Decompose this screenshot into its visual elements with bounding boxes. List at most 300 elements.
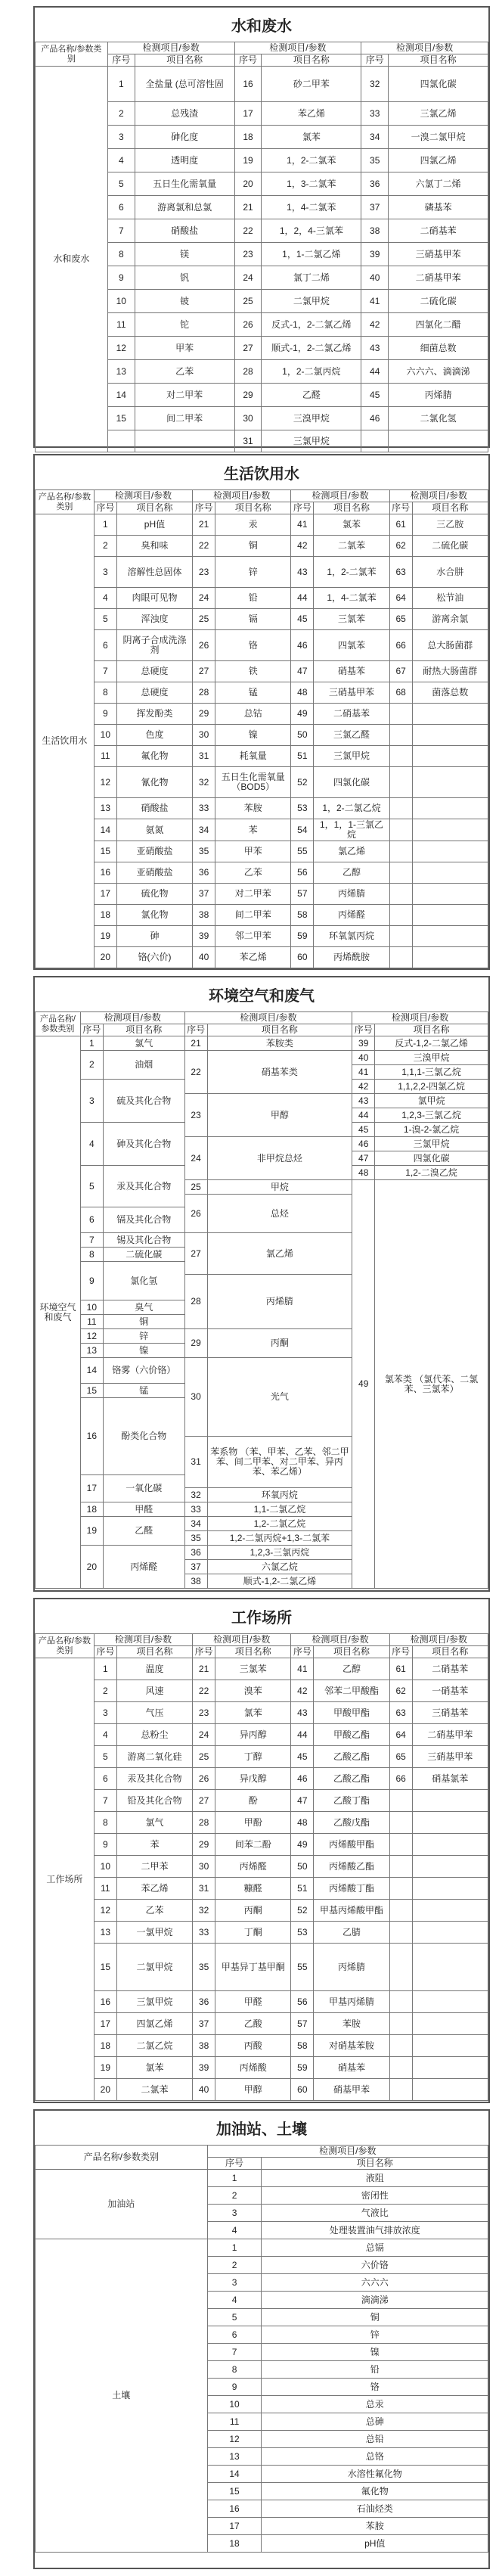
no-header: 序号 xyxy=(80,1024,103,1036)
item-name: 四氯化碳 xyxy=(375,1151,488,1166)
item-number: 29 xyxy=(184,1329,207,1358)
item-number: 2 xyxy=(207,2187,262,2205)
item-number: 14 xyxy=(107,384,135,407)
table-row xyxy=(36,1790,488,1812)
item-name: 气液比 xyxy=(262,2205,488,2222)
item-name xyxy=(412,1922,488,1944)
item-number: 38 xyxy=(184,1574,207,1589)
item-number: 9 xyxy=(94,704,116,725)
item-number: 44 xyxy=(352,1108,375,1123)
param-header: 检测项目/参数 xyxy=(193,490,291,502)
item-number: 10 xyxy=(94,725,116,746)
item-number: 1 xyxy=(94,514,116,536)
item-number: 28 xyxy=(184,1275,207,1329)
category-cell: 工作场所 xyxy=(36,1658,95,2101)
item-number: 11 xyxy=(80,1315,103,1329)
table-row xyxy=(36,862,488,884)
item-name xyxy=(412,947,488,968)
item-number: 45 xyxy=(291,609,314,630)
item-name: 甲酸甲酯 xyxy=(314,1702,389,1724)
category-header: 产品名称/参数类别 xyxy=(36,2146,208,2170)
no-header: 序号 xyxy=(291,1646,314,1658)
item-number: 2 xyxy=(107,102,135,126)
item-name: 四氯化二醋 xyxy=(389,313,488,337)
name-header: 项目名称 xyxy=(262,2158,488,2170)
item-number: 61 xyxy=(389,514,412,536)
table-gas-station-soil xyxy=(35,2145,488,2553)
item-name: 丙酸 xyxy=(215,2035,291,2057)
item-number: 1 xyxy=(94,1658,116,1680)
item-name: 氟化物 xyxy=(262,2483,488,2500)
item-name: 溴苯 xyxy=(215,1680,291,1702)
item-name: 磷基苯 xyxy=(389,196,488,219)
item-number: 20 xyxy=(94,2079,116,2101)
item-number: 7 xyxy=(94,1790,116,1812)
item-number: 33 xyxy=(193,1922,215,1944)
category-header: 产品名称/参数类别 xyxy=(36,490,95,514)
table-row xyxy=(36,884,488,905)
item-number: 40 xyxy=(361,266,389,290)
section-title: 工作场所 xyxy=(231,1610,292,1627)
item-name: 三氯乙醛 xyxy=(314,725,389,746)
item-name: 二硝基苯 xyxy=(314,704,389,725)
item-number: 24 xyxy=(234,266,262,290)
item-number: 41 xyxy=(361,290,389,313)
item-number: 64 xyxy=(389,1724,412,1746)
name-header: 项目名称 xyxy=(103,1024,184,1036)
item-number: 16 xyxy=(94,862,116,884)
item-number: 33 xyxy=(184,1502,207,1517)
item-number: 66 xyxy=(389,1768,412,1790)
item-number: 55 xyxy=(291,1944,314,1991)
item-name: 铬 xyxy=(262,2379,488,2396)
item-name: 乙酸戊酯 xyxy=(314,1812,389,1834)
item-name: 间二甲苯 xyxy=(135,407,234,430)
item-name: 环氧氯丙烷 xyxy=(314,926,389,947)
item-name: 氯乙烯 xyxy=(207,1233,352,1275)
item-number: 30 xyxy=(184,1358,207,1437)
item-number: 48 xyxy=(291,682,314,704)
item-name: 铬(六价) xyxy=(116,947,192,968)
item-name: 苯乙烯 xyxy=(116,1878,192,1900)
item-number: 43 xyxy=(291,557,314,588)
no-header: 序号 xyxy=(193,502,215,514)
item-number: 7 xyxy=(94,661,116,682)
item-number: 24 xyxy=(193,1724,215,1746)
item-number xyxy=(389,2035,412,2057)
item-number: 14 xyxy=(207,2466,262,2483)
item-number: 16 xyxy=(234,67,262,102)
item-number: 21 xyxy=(184,1036,207,1051)
item-number: 8 xyxy=(80,1248,103,1262)
item-number: 25 xyxy=(193,1746,215,1768)
item-number: 13 xyxy=(80,1344,103,1358)
item-number: 12 xyxy=(207,2431,262,2448)
item-number: 41 xyxy=(352,1065,375,1080)
item-name: 钒 xyxy=(135,266,234,290)
item-number xyxy=(389,798,412,819)
table-row xyxy=(36,536,488,557)
item-number: 48 xyxy=(291,1812,314,1834)
section-ambient-air xyxy=(33,976,490,1592)
param-header: 检测项目/参数 xyxy=(80,1012,184,1024)
item-name: 丙烯酰胺 xyxy=(314,947,389,968)
item-name: 氯甲烷 xyxy=(375,1094,488,1108)
item-name: 1，2，4-三氯苯 xyxy=(262,219,361,243)
item-number: 42 xyxy=(291,536,314,557)
item-number: 35 xyxy=(193,841,215,862)
item-number: 29 xyxy=(234,384,262,407)
item-number: 31 xyxy=(184,1437,207,1488)
item-number: 27 xyxy=(184,1233,207,1275)
table-row xyxy=(36,905,488,926)
item-number: 54 xyxy=(291,819,314,841)
item-number: 53 xyxy=(291,798,314,819)
item-number: 30 xyxy=(193,725,215,746)
item-number: 39 xyxy=(352,1036,375,1051)
name-header: 项目名称 xyxy=(389,54,488,67)
item-name: 1,2-二氯丙烷+1,3-二氯苯 xyxy=(207,1531,352,1546)
item-number: 3 xyxy=(94,557,116,588)
section-title: 加油站、土壤 xyxy=(216,2121,307,2138)
table-row xyxy=(36,2035,488,2057)
item-number: 6 xyxy=(80,1207,103,1233)
item-number: 32 xyxy=(184,1488,207,1502)
item-name: 锌 xyxy=(262,2326,488,2344)
item-number: 5 xyxy=(94,1746,116,1768)
table-row xyxy=(36,1768,488,1790)
category-cell: 生活饮用水 xyxy=(36,514,95,968)
item-name: 1,2-二氯乙烷 xyxy=(207,1517,352,1531)
item-name: 二氯甲烷 xyxy=(262,290,361,313)
item-number: 23 xyxy=(184,1094,207,1137)
no-header: 序号 xyxy=(107,54,135,67)
item-number: 43 xyxy=(361,337,389,360)
item-number: 23 xyxy=(193,1702,215,1724)
table-row xyxy=(36,2170,488,2187)
item-name: 氨氮 xyxy=(116,819,192,841)
item-name: 氯气 xyxy=(116,1812,192,1834)
item-name: 四氯化碳 xyxy=(314,767,389,798)
item-number: 8 xyxy=(94,682,116,704)
item-name: 三溴甲烷 xyxy=(262,407,361,430)
item-number: 37 xyxy=(361,196,389,219)
item-name: 二氯苯 xyxy=(314,536,389,557)
item-name: 异戊醇 xyxy=(215,1768,291,1790)
item-number: 33 xyxy=(193,798,215,819)
item-name xyxy=(412,2057,488,2079)
item-name: 油烟 xyxy=(103,1051,184,1080)
item-number: 23 xyxy=(193,557,215,588)
item-name: 非甲烷总烃 xyxy=(207,1137,352,1180)
item-name: 六氯乙烷 xyxy=(207,1560,352,1574)
item-number: 47 xyxy=(352,1151,375,1166)
item-number: 56 xyxy=(291,1991,314,2013)
item-name: 氯乙烯 xyxy=(314,841,389,862)
item-name: pH值 xyxy=(116,514,192,536)
item-number xyxy=(389,2013,412,2035)
item-name: 三乙胺 xyxy=(412,514,488,536)
item-number xyxy=(389,1991,412,2013)
item-name xyxy=(412,767,488,798)
table-row xyxy=(36,1834,488,1856)
item-name: 铜 xyxy=(215,536,291,557)
item-number xyxy=(389,1922,412,1944)
item-name: 对二甲苯 xyxy=(215,884,291,905)
item-number xyxy=(389,862,412,884)
item-name: 铜 xyxy=(262,2309,488,2326)
param-header: 检测项目/参数 xyxy=(234,42,361,54)
item-name: 臭和味 xyxy=(116,536,192,557)
item-number: 26 xyxy=(193,1768,215,1790)
item-name: 酚类化合物 xyxy=(103,1398,184,1475)
item-name xyxy=(412,2079,488,2101)
item-name: 1,2,3-三氯乙烷 xyxy=(375,1108,488,1123)
item-name xyxy=(412,725,488,746)
item-name: 六价铬 xyxy=(262,2257,488,2274)
item-name: 甲酚 xyxy=(215,1812,291,1834)
name-header: 项目名称 xyxy=(215,1646,291,1658)
item-number: 10 xyxy=(207,2396,262,2413)
item-name: 氯苯 xyxy=(262,126,361,149)
item-number: 59 xyxy=(291,2057,314,2079)
param-header: 检测项目/参数 xyxy=(107,42,234,54)
item-name: 乙醛 xyxy=(103,1517,184,1546)
item-number: 44 xyxy=(291,588,314,609)
item-name: 铅 xyxy=(262,2361,488,2379)
item-name: 氯苯 xyxy=(215,1702,291,1724)
item-name: 总烃 xyxy=(207,1195,352,1233)
item-number: 18 xyxy=(80,1502,103,1517)
name-header: 项目名称 xyxy=(412,502,488,514)
table-row xyxy=(36,841,488,862)
table-row xyxy=(36,630,488,661)
item-number: 45 xyxy=(352,1123,375,1137)
table-row xyxy=(36,1702,488,1724)
item-name: 温度 xyxy=(116,1658,192,1680)
section-drinking-water xyxy=(33,454,490,970)
item-name: 铬雾（六价铬） xyxy=(103,1358,184,1384)
item-number xyxy=(389,841,412,862)
item-number: 2 xyxy=(207,2257,262,2274)
item-name: 苯 xyxy=(215,819,291,841)
item-name: 丙烯腈 xyxy=(314,884,389,905)
item-name: 甲基丙烯腈 xyxy=(314,1991,389,2013)
item-number: 8 xyxy=(207,2361,262,2379)
item-name: 苯 xyxy=(116,1834,192,1856)
item-name: 铊 xyxy=(135,313,234,337)
item-number: 34 xyxy=(193,819,215,841)
section-title: 生活饮用水 xyxy=(224,466,299,483)
item-number: 28 xyxy=(193,682,215,704)
item-name xyxy=(412,1790,488,1812)
item-number: 19 xyxy=(234,149,262,172)
item-name: 五日生化需氧量 xyxy=(135,172,234,196)
item-name xyxy=(412,2035,488,2057)
item-number: 63 xyxy=(389,557,412,588)
item-number: 5 xyxy=(207,2309,262,2326)
item-number xyxy=(389,725,412,746)
item-number: 3 xyxy=(207,2205,262,2222)
item-number xyxy=(389,1878,412,1900)
no-header: 序号 xyxy=(389,1646,412,1658)
item-name: 三硝基苯 xyxy=(412,1702,488,1724)
item-number: 52 xyxy=(291,767,314,798)
item-number: 39 xyxy=(361,243,389,266)
item-name: 锌 xyxy=(215,557,291,588)
item-number: 15 xyxy=(94,841,116,862)
item-number: 21 xyxy=(193,1658,215,1680)
table-row xyxy=(36,1856,488,1878)
item-name: 总铅 xyxy=(262,2431,488,2448)
item-number: 3 xyxy=(80,1080,103,1123)
item-name: 三氯甲烷 xyxy=(314,746,389,767)
item-number: 9 xyxy=(207,2379,262,2396)
item-number: 2 xyxy=(94,1680,116,1702)
item-number: 22 xyxy=(234,219,262,243)
param-header: 检测项目/参数 xyxy=(184,1012,352,1024)
item-number: 38 xyxy=(361,219,389,243)
item-name: 1-溴-2-氯乙烷 xyxy=(375,1123,488,1137)
item-number xyxy=(389,1944,412,1991)
item-number: 36 xyxy=(184,1546,207,1560)
item-number: 40 xyxy=(193,947,215,968)
item-number: 16 xyxy=(94,1991,116,2013)
item-number: 4 xyxy=(107,149,135,172)
item-number: 49 xyxy=(352,1180,375,1589)
category-header: 产品名称/参数类别 xyxy=(36,1634,95,1658)
section-gas-station-soil xyxy=(33,2109,490,2569)
item-name: 三氯甲烷 xyxy=(375,1137,488,1151)
item-name: 甲醇 xyxy=(215,2079,291,2101)
item-name: 1,1-二氯乙烷 xyxy=(207,1502,352,1517)
item-name: 硝基苯类 xyxy=(207,1051,352,1094)
table-row xyxy=(36,1900,488,1922)
item-number: 18 xyxy=(234,126,262,149)
item-name: 丁酮 xyxy=(215,1922,291,1944)
item-name: 五日生化需氧量（BOD5） xyxy=(215,767,291,798)
item-number: 58 xyxy=(291,905,314,926)
item-number: 17 xyxy=(94,884,116,905)
item-name: 三硝基甲苯 xyxy=(314,682,389,704)
item-number: 37 xyxy=(193,2013,215,2035)
item-name: 游离余氯 xyxy=(412,609,488,630)
item-name: 乙酸乙酯 xyxy=(314,1746,389,1768)
item-number: 23 xyxy=(234,243,262,266)
param-header: 检测项目/参数 xyxy=(389,1634,488,1646)
item-number: 47 xyxy=(291,661,314,682)
item-number: 6 xyxy=(107,196,135,219)
item-number: 13 xyxy=(94,1922,116,1944)
category-header: 产品名称/参数类别 xyxy=(36,1012,81,1036)
item-number: 46 xyxy=(291,630,314,661)
item-name: 乙酸乙酯 xyxy=(314,1768,389,1790)
param-header: 检测项目/参数 xyxy=(94,1634,192,1646)
item-name: 乙醛 xyxy=(262,384,361,407)
item-name: 一溴二氯甲烷 xyxy=(389,126,488,149)
item-name: 水溶性氟化物 xyxy=(262,2466,488,2483)
item-name: pH值 xyxy=(262,2535,488,2553)
item-number: 7 xyxy=(207,2344,262,2361)
item-number: 25 xyxy=(234,290,262,313)
item-number: 41 xyxy=(291,514,314,536)
item-name: 铅 xyxy=(215,588,291,609)
item-number xyxy=(389,746,412,767)
item-name: 乙酸丁酯 xyxy=(314,1790,389,1812)
item-name: 乙苯 xyxy=(116,1900,192,1922)
category-cell: 加油站 xyxy=(36,2170,208,2239)
item-name: 溶解性总固体 xyxy=(116,557,192,588)
item-name: 硝基氯苯 xyxy=(412,1768,488,1790)
item-name: 砷化度 xyxy=(135,126,234,149)
item-name: 1，2-二氯苯 xyxy=(314,557,389,588)
item-number: 31 xyxy=(193,746,215,767)
item-number xyxy=(389,2057,412,2079)
item-number: 40 xyxy=(193,2079,215,2101)
table-row xyxy=(36,767,488,798)
item-number: 5 xyxy=(80,1166,103,1207)
table-row xyxy=(36,1991,488,2013)
param-header: 检测项目/参数 xyxy=(352,1012,488,1024)
param-header: 检测项目/参数 xyxy=(291,490,389,502)
item-name xyxy=(412,2013,488,2035)
item-name xyxy=(412,884,488,905)
item-name: 丙烯腈 xyxy=(389,384,488,407)
item-name: 1，2-二氯苯 xyxy=(262,149,361,172)
name-header: 项目名称 xyxy=(314,502,389,514)
item-number: 1 xyxy=(80,1036,103,1051)
item-number: 15 xyxy=(94,1944,116,1991)
item-name: 苯胺 xyxy=(262,2518,488,2535)
item-number: 24 xyxy=(193,588,215,609)
table-row xyxy=(36,926,488,947)
no-header: 序号 xyxy=(94,1646,116,1658)
item-name: 反式-1,2-二氯乙烯 xyxy=(375,1036,488,1051)
item-name: 铁 xyxy=(215,661,291,682)
item-name: 密闭性 xyxy=(262,2187,488,2205)
item-number: 32 xyxy=(361,67,389,102)
item-number: 4 xyxy=(94,1724,116,1746)
item-number: 39 xyxy=(193,2057,215,2079)
item-name: 四氯乙烯 xyxy=(116,2013,192,2035)
item-name: 三氯甲烷 xyxy=(116,1991,192,2013)
name-header: 项目名称 xyxy=(116,502,192,514)
item-number: 45 xyxy=(291,1746,314,1768)
table-ambient-air xyxy=(35,1011,488,1589)
item-name: 苯乙烯 xyxy=(262,102,361,126)
item-number: 27 xyxy=(234,337,262,360)
item-name: 六氯丁二烯 xyxy=(389,172,488,196)
item-number: 56 xyxy=(291,862,314,884)
item-name: 二氯甲烷 xyxy=(116,1944,192,1991)
item-number: 42 xyxy=(291,1680,314,1702)
item-name: 二硝基甲苯 xyxy=(412,1724,488,1746)
item-name: 臭气 xyxy=(103,1300,184,1315)
item-number: 55 xyxy=(291,841,314,862)
item-number: 1 xyxy=(207,2170,262,2187)
item-number: 8 xyxy=(107,243,135,266)
table-water-wastewater xyxy=(35,42,488,452)
item-number: 35 xyxy=(361,149,389,172)
item-name: 苯乙烯 xyxy=(215,947,291,968)
item-name xyxy=(389,430,488,452)
item-number: 67 xyxy=(389,661,412,682)
item-name: 水合肼 xyxy=(412,557,488,588)
item-number: 16 xyxy=(207,2500,262,2518)
item-name: 1,1,2,2-四氯乙烷 xyxy=(375,1080,488,1094)
item-number: 46 xyxy=(291,1768,314,1790)
item-number: 39 xyxy=(193,926,215,947)
